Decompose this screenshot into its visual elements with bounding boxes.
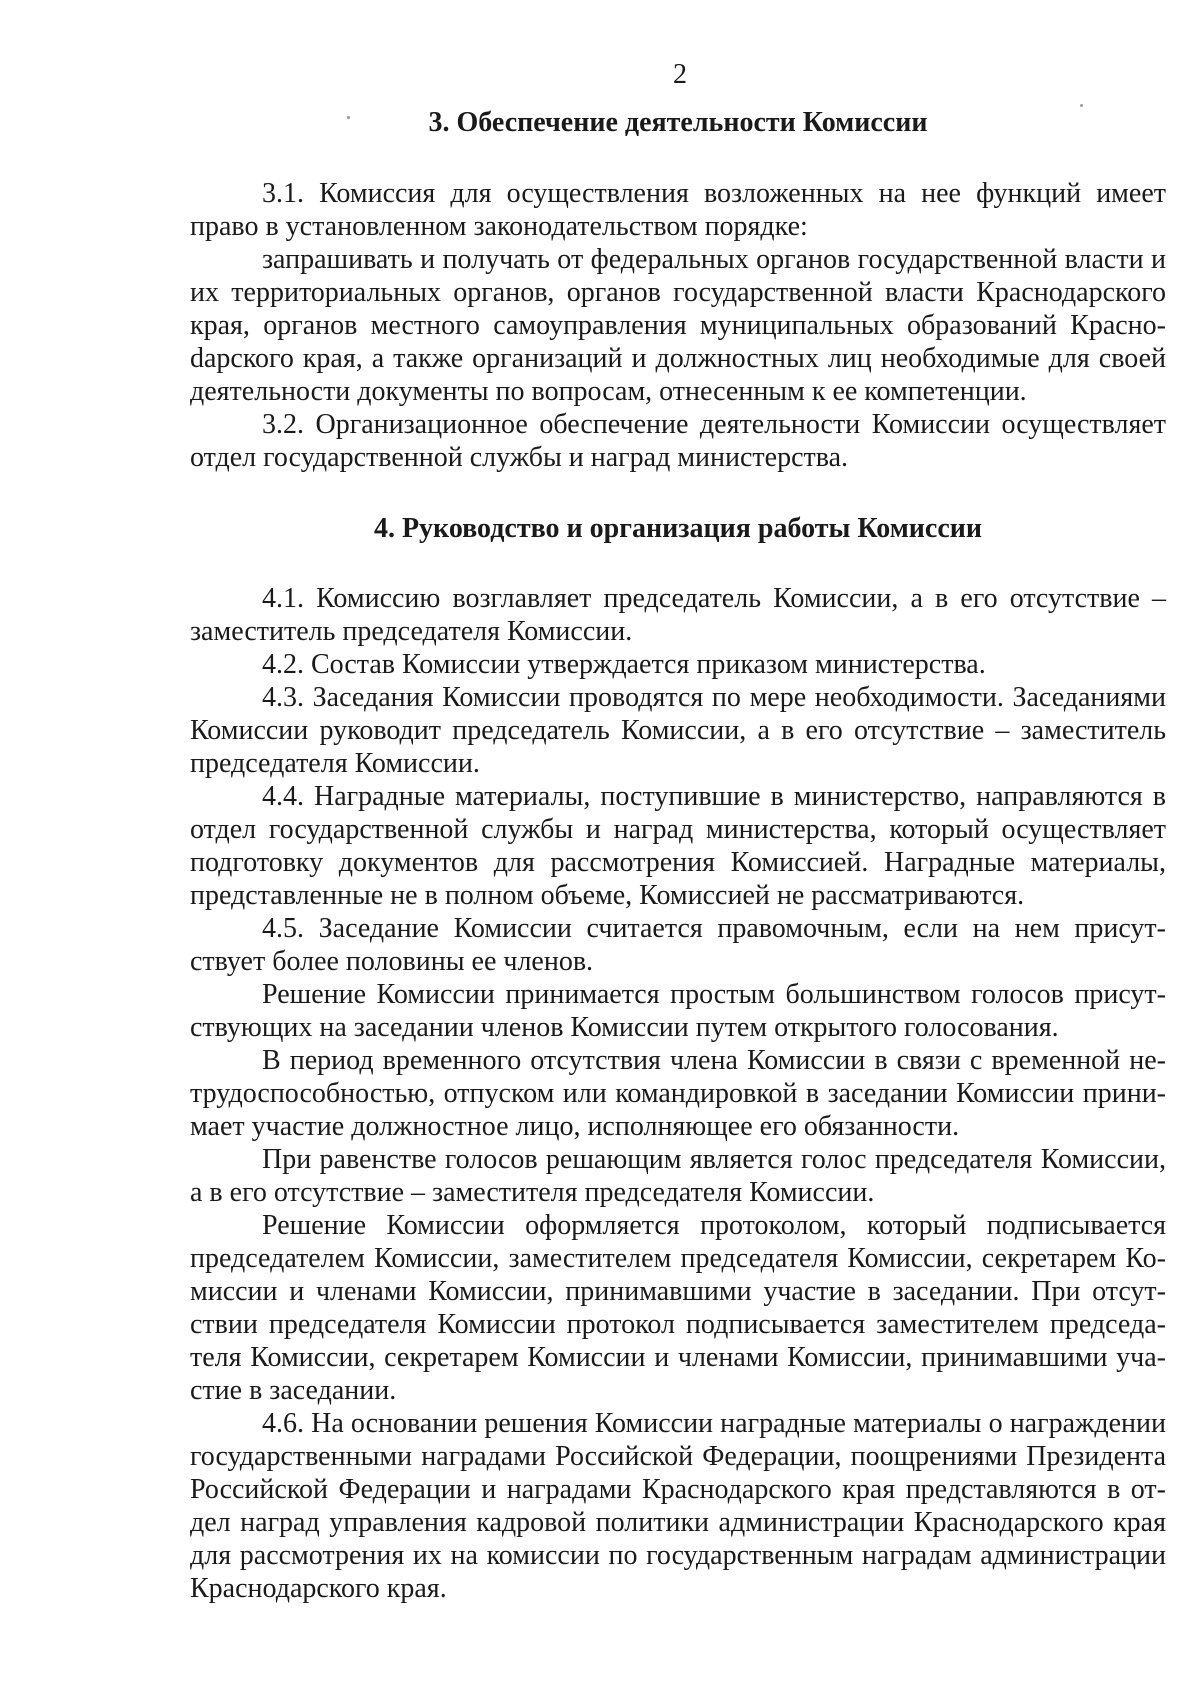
paragraph-3-1-request: запрашивать и получать от федеральных органов государственной власти и их территориальных органов, органов государственной власти Краснодарского края, органов местного самоуправления муниципальных образований Красноdарского края, а также организаций и должностных лиц необходимые для своей деятельности документы по вопросам, отнесенным к ее компетенции. bbox=[190, 244, 1166, 407]
paragraph-4-5-decision: Решение Комиссии принимается простым большинством голосов присутствующих на заседании членов Комиссии путем открытого голосования. bbox=[190, 979, 1166, 1043]
paragraph-4-6: 4.6. На основании решения Комиссии наградные материалы о награждении государственными наградами Российской Федерации, поощрениями Президента Российской Федерации и наградами Краснодарского края представляются в отдел наград управления кадровой политики администрации Краснодарского края для рассмотрения их на комиссии по государственным наградам администрации Краснодарского края. bbox=[190, 1408, 1166, 1604]
paragraph-4-5-absence: В период временного отсутствия члена Комиссии в связи с временной нетрудоспособностью, отпуском или командировкой в заседании Комиссии принимает участие должностное лицо, исполняющее его обязанности. bbox=[190, 1045, 1166, 1142]
document-body bbox=[190, 100, 1166, 1605]
paragraph-4-5: 4.5. Заседание Комиссии считается правомочным, если на нем присутствует более половины ее членов. bbox=[190, 913, 1166, 977]
paragraph-4-4: 4.4. Наградные материалы, поступившие в министерство, направляются в отдел государственной службы и наград министерства, который осуществляет подготовку документов для рассмотрения Комиссией. Наградные материалы, представленные не в полном объеме, Комиссией не рассматриваются. bbox=[190, 781, 1166, 911]
section-4-title: 4. Руководство и организация работы Комиссии bbox=[373, 513, 983, 544]
paragraph-4-5-tie: При равенстве голосов решающим является голос председателя Комиссии, а в его отсутствие – заместителя председателя Комиссии. bbox=[190, 1144, 1166, 1208]
paragraph-4-1: 4.1. Комиссию возглавляет председатель Комиссии, а в его отсутствие – заместитель председателя Комиссии. bbox=[190, 583, 1166, 647]
page-number: 2 bbox=[673, 59, 687, 90]
paragraph-4-5-protocol: Решение Комиссии оформляется протоколом, который подписывается председателем Комиссии, заместителем председателя Комиссии, секретарем Комиссии и членами Комиссии, принимавшими участие в заседании. При отсутствии председателя Комиссии протокол подписывается заместителем председателя Комиссии, секретарем Комиссии и членами Комиссии, принимавшими участие в заседании. bbox=[190, 1210, 1166, 1406]
paragraph-3-2: 3.2. Организационное обеспечение деятельности Комиссии осуществляет отдел государственной службы и наград министерства. bbox=[190, 409, 1166, 473]
paragraph-4-2: 4.2. Состав Комиссии утверждается приказом министерства. bbox=[262, 649, 986, 680]
paragraph-4-3: 4.3. Заседания Комиссии проводятся по мере необходимости. Заседаниями Комиссии руководит председатель Комиссии, а в его отсутствие – заместитель председателя Комиссии. bbox=[190, 682, 1166, 779]
paragraph-3-1: 3.1. Комиссия для осуществления возложенных на нее функций имеет право в установленном законодательством порядке: bbox=[190, 178, 1166, 242]
section-3-title: 3. Обеспечение деятельности Комиссии bbox=[428, 107, 928, 138]
